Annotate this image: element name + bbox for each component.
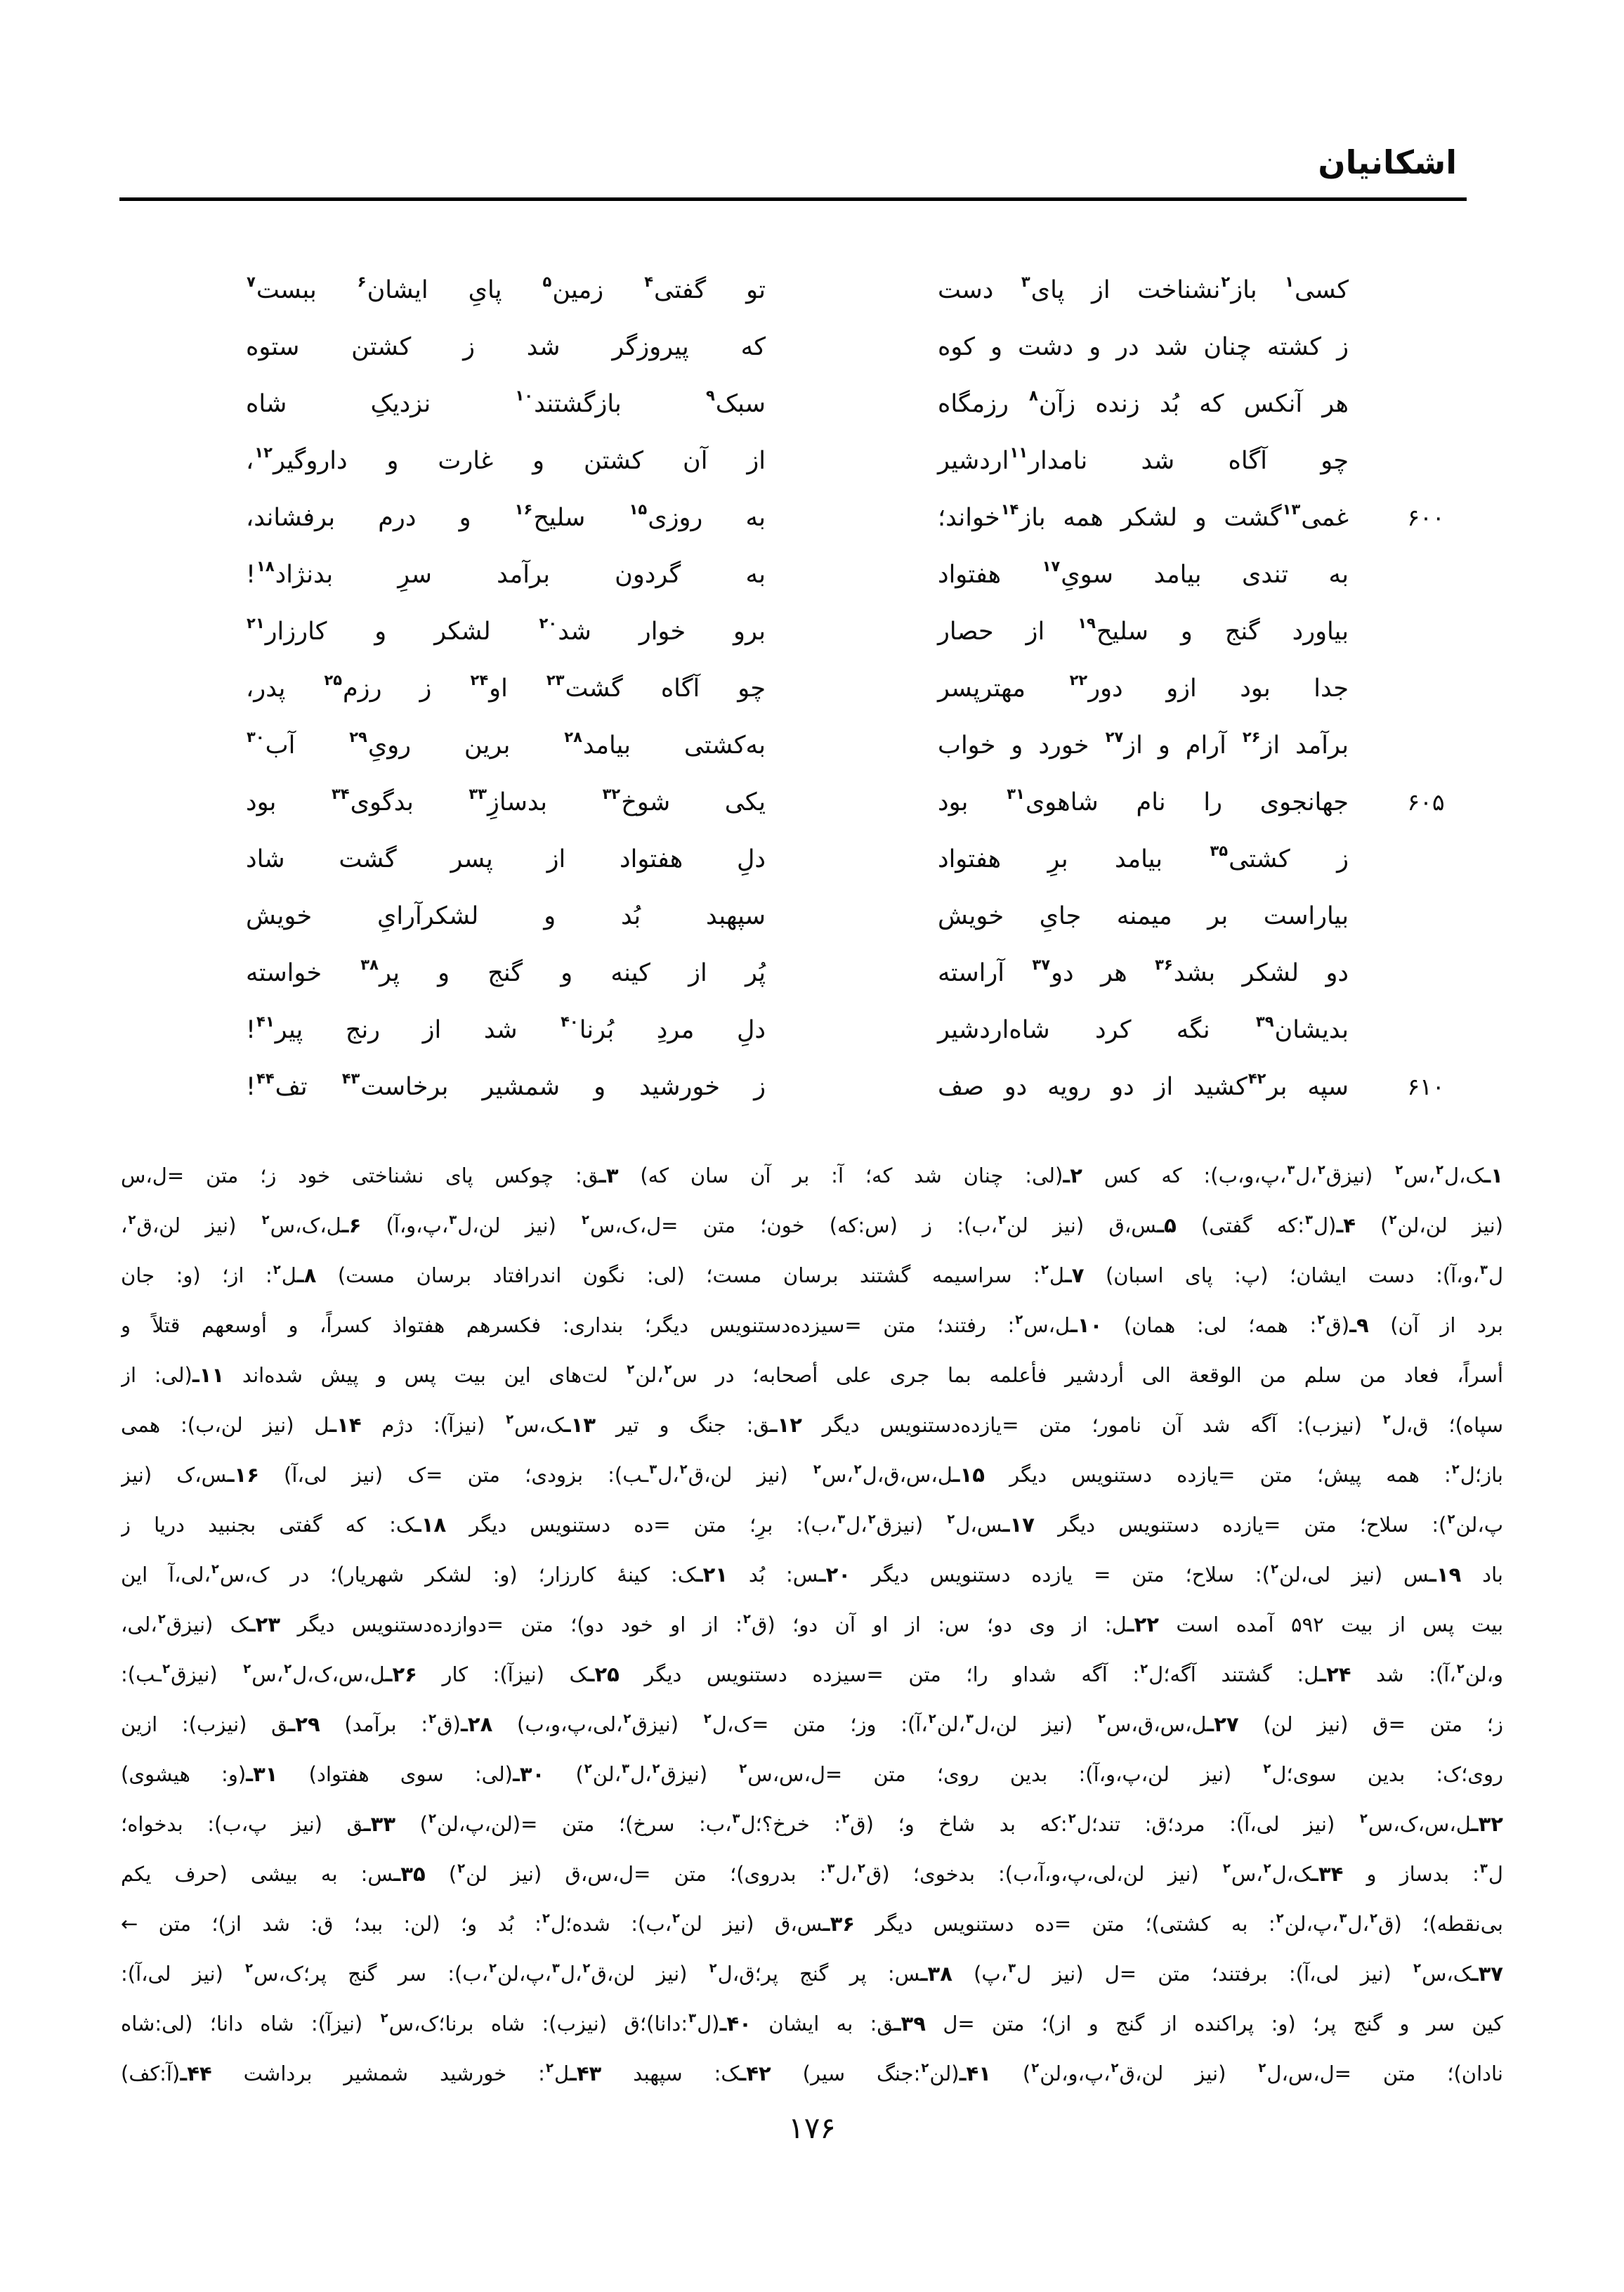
hemistich-right: جدا بود ازو دور$^{۲۲}$ مهترپسر: [938, 671, 1349, 703]
hemistich-right: بدیشان$^{۳۹}$ نگه کرد شاه‌اردشیر: [938, 1012, 1349, 1044]
hemistich-right: ز کشته چنان شد در و دشت و کوه: [938, 332, 1349, 361]
hemistich-right: سپه بر$^{۴۲}$کشید از دو رویه دو صف: [938, 1069, 1349, 1101]
hemistich-right: ز کشتی$^{۳۵}$ بیامد برِ هفتواد: [938, 842, 1349, 873]
apparatus-line: برد از آن) ۹ـ(ق$^۲$: همه؛ لی: همان) ۱۰ـل،س$^۲$: رفتند؛ متن =سیزده‌دستنویس دیگر؛ بنداری: فکسرهم هفتواذ کسراً، و أوسعهم قتلاً و: [121, 1313, 1503, 1337]
verse-number: ۶۰۵: [1407, 788, 1445, 816]
hemistich-left: برو خوار شد$^{۲۰}$ لشکر و کارزار$^{۲۱}$: [247, 614, 766, 646]
apparatus-line: نادان)؛ متن =ل،س،ل$^۲$ (نیز لن،ق$^۲$،پ،و،لن$^۲$) ۴۱ـ(لن$^۲$:جنگ سیر) ۴۲ـک: سپهبد ۴۳ـل$^۲$: خورشید شمشیر برداشت ۴۴ـ(آ:کف): [121, 2061, 1503, 2085]
critical-apparatus: [121, 1151, 1503, 2099]
hemistich-left: به گردون برآمد سرِ بدنژاد$^{۱۸}$!: [246, 557, 766, 589]
poem-verses: [246, 261, 1503, 1115]
apparatus-line: ۳۷ـک،س$^۲$ (نیز لی،آ): برفتند؛ متن =ل (نیز ل$^۳$،پ) ۳۸ـس: پر گنج پر؛ق،ل$^۲$ (نیز لن،ق$^۲$،ل$^۳$،پ،لن$^۲$،ب): سر گنج پر؛ک،س$^۲$ (نیز لی،آ):: [121, 1961, 1503, 1986]
verse-row: [246, 432, 1503, 489]
apparatus-line: (نیز لن،لن$^۲$) ۴ـ(ل$^۳$:که گفتی) ۵ـس،ق (نیز لن$^۲$،ب): ز (س:که) خون؛ متن =ل،ک،س$^۲$ (نیز لن،ل$^۳$،پ،و،آ) ۶ـل،ک،س$^۲$ (نیز لن،ق$^۲$،: [121, 1213, 1503, 1237]
hemistich-left: دلِ هفتواد از پسر گشت شاد: [246, 845, 766, 873]
verse-row: [246, 546, 1503, 603]
hemistich-right: هر آنکس که بُد زنده زآن$^۸$ رزمگاه: [938, 386, 1349, 418]
apparatus-line: سپاه)؛ ق،ل$^۲$ (نیزب): آگه شد آن نامور؛ متن =یازده‌دستنویس دیگر ۱۲ـق: جنگ و تیر ۱۳ـک،س$^۲$ (نیزآ): دژم ۱۴ـل (نیز لن،ب): همی: [121, 1412, 1503, 1437]
hemistich-left: به روزی$^{۱۵}$ سلیح$^{۱۶}$ و درم برفشاند،: [246, 500, 766, 532]
apparatus-line: بی‌نقطه)؛ (ق$^۲$،ل$^۳$،پ،لن$^۲$: به کشتی)؛ متن =ده دستنویس دیگر ۳۶ـس،ق (نیز لن$^۲$،ب): شده؛ل$^۲$: بُد و؛ (لن: ببد؛ ق: شد از)؛ متن ←: [121, 1911, 1503, 1936]
verse-row: [246, 887, 1503, 944]
hemistich-right: برآمد از$^{۲۶}$ آرام و از$^{۲۷}$ خورد و خواب: [938, 728, 1349, 760]
verse-row: [246, 717, 1503, 774]
hemistich-left: سبک$^۹$ بازگشتند$^{۱۰}$ نزدیکِ شاه: [246, 386, 766, 418]
hemistich-left: چو آگاه گشت$^{۲۳}$ او$^{۲۴}$ ز رزم$^{۲۵}$ پدر،: [246, 671, 766, 703]
hemistich-left: که پیروزگر شد ز کشتن ستوه: [246, 332, 766, 361]
hemistich-left: دلِ مردِ بُرنا$^{۴۰}$ شد از رنج پیر$^{۴۱}$!: [246, 1012, 766, 1044]
header-divider-rule: [119, 197, 1467, 201]
apparatus-line: باد ۱۹ـس (نیز لی،لن$^۲$): سلاح؛ متن = یازده دستنویس دیگر ۲۰ـس: بُد ۲۱ـک: کینهٔ کارزار؛ (و: لشکر شهریار)؛ در ک،س$^۲$،لی،آ این: [121, 1562, 1503, 1587]
hemistich-left: سپهبد بُد و لشکرآرایِ خویش: [246, 901, 766, 930]
hemistich-right: بیاورد گنج و سلیح$^{۱۹}$ از حصار: [938, 614, 1349, 646]
apparatus-line: روی؛ک: بدین سوی؛ل$^۲$ (نیز لن،پ،و،آ): بدین روی؛ متن =ل،س،س$^۲$ (نیزق$^۲$،ل$^۳$،لن$^۲$) ۳۰ـ(لی: سوی هفتواد) ۳۱ـ(و: هیشوی): [121, 1762, 1503, 1786]
verse-row: [246, 944, 1503, 1001]
hemistich-right: به تندی بیامد سویِ$^{۱۷}$ هفتواد: [938, 557, 1349, 589]
verse-row: [246, 375, 1503, 432]
hemistich-right: دو لشکر بشد$^{۳۶}$ هر دو$^{۳۷}$ آراسته: [938, 956, 1349, 987]
apparatus-line: و،لن$^۲$،آ): شد ۲۴ـل: گشتند آگه؛ل$^۲$: آگه شداو را؛ متن =سیزده دستنویس دیگر ۲۵ـک (نیزآ): کار ۲۶ـل،س،ک،ل$^۲$،س$^۲$ (نیزق$^۲$ـب):: [121, 1662, 1503, 1686]
apparatus-line: ز؛ متن =ق (نیز لن) ۲۷ـل،س،ق،س$^۲$ (نیز لن،ل$^۳$،لن$^۲$،آ): وز؛ متن =ک،ل$^۲$ (نیزق$^۲$،لی،پ،و،ب) ۲۸ـ(ق$^۲$: برآمد) ۲۹ـق (نیزب): ازین: [121, 1712, 1503, 1736]
apparatus-line: کین سر و گنج پر؛ (و: پراکنده از گنج و از)؛ متن =ل ۳۹ـق: به ایشان ۴۰ـ(ل$^۳$:دانا)؛ق (نیزب): شاه برنا؛ک،س$^۲$ (نیزآ): شاه دانا؛ (لی:شاه: [121, 2011, 1503, 2036]
hemistich-right: غمی$^{۱۳}$گشت و لشکر همه باز$^{۱۴}$خواند؛: [938, 500, 1349, 532]
verse-number: ۶۰۰: [1407, 504, 1445, 531]
hemistich-right: چو آگاه شد نامدار$^{۱۱}$اردشیر: [938, 443, 1349, 475]
apparatus-line: باز؛ل$^۲$: همه پیش؛ متن =یازده دستنویس دیگر ۱۵ـل،س،ق،ل$^۲$،س$^۲$ (نیز لن،ق$^۲$،ل$^۳$ـب): بزودی؛ متن =ک (نیز لی،آ) ۱۶ـس،ک (نیز: [121, 1462, 1503, 1487]
verse-number: ۶۱۰: [1407, 1073, 1445, 1100]
hemistich-left: ز خورشید و شمشیر برخاست$^{۴۳}$ تف$^{۴۴}$!: [246, 1069, 766, 1101]
verse-row: [246, 831, 1503, 887]
verse-row: [246, 774, 1503, 831]
apparatus-line: ل$^۳$،و،آ): دست ایشان؛ (پ: پای اسبان) ۷ـل$^۲$: سراسیمه گشتند برسان مست؛ (لی: نگون اندرافتاد برسان مست) ۸ـل$^۲$: از؛ (و: جان: [121, 1263, 1503, 1287]
hemistich-right: بیاراست بر میمنه جایِ خویش: [938, 901, 1349, 930]
hemistich-left: از آن کشتن و غارت و داروگیر$^{۱۲}$،: [246, 443, 766, 475]
apparatus-line: أسراً، فعاد من سلم من الوقعة الی أردشیر فأعلمه بما جری علی أصحابه؛ در س$^۲$،لن$^۲$ لت‌های این بیت پس و پیش شده‌اند ۱۱ـ(لی: از: [121, 1362, 1503, 1387]
hemistich-right: کسی$^۱$ باز$^۲$نشناخت از پای$^۳$ دست: [938, 273, 1349, 304]
hemistich-left: تو گفتی$^۴$ زمین$^۵$ پایِ ایشان$^۶$ ببست$^۷$: [247, 273, 766, 304]
hemistich-left: پُر از کینه و گنج و پر$^{۳۸}$ خواسته: [246, 956, 766, 987]
verse-row: [246, 261, 1503, 318]
apparatus-line: بیت پس از بیت ۵۹۲ آمده است ۲۲ـل: از وی دو؛ س: از او آن دو؛ (ق$^۲$: از او خود دو)؛ متن =دوازده‌دستنویس دیگر ۲۳ـک (نیزق$^۲$،لی،: [121, 1612, 1503, 1636]
apparatus-line: ۱ـک،ل$^۲$،س$^۲$ (نیزق$^۲$،ل$^۳$،پ،و،ب): که کس ۲ـ(لی: چنان شد که؛ آ: بر آن سان که) ۳ـق: چوکس پای نشناختی خود ز؛ متن =ل،س: [121, 1163, 1503, 1187]
verse-row: [246, 1058, 1503, 1115]
verse-row: [246, 660, 1503, 717]
verse-row: [246, 603, 1503, 660]
hemistich-right: جهانجوی را نام شاهوی$^{۳۱}$ بود: [938, 785, 1349, 816]
apparatus-line: پ،لن$^۲$): سلاح؛ متن =یازده دستنویس دیگر ۱۷ـس،ل$^۲$ (نیزق$^۲$،ل$^۳$،ب): برِ؛ متن =ده دستنویس دیگر ۱۸ـک: که گفتی بجنبید دریا ز: [121, 1512, 1503, 1537]
page-title: اشکانیان: [1318, 143, 1457, 181]
apparatus-line: ۳۲ـل،س،ک،س$^۲$ (نیز لی،آ): مرد؛ق: تند؛ل$^۲$:که بد شاخ و؛ (ق$^۲$: خرخ؟؛ل$^۳$،ب: سرخ)؛ متن =(لن،پ،لن$^۲$) ۳۳ـق (نیز پ،ب): بدخواه؛: [121, 1811, 1503, 1836]
apparatus-line: ل$^۳$: بدساز و ۳۴ـک،ل$^۲$،س$^۲$ (نیز لن،لی،پ،و،آ،ب): بدخوی؛ (ق$^۲$،ل$^۳$: بدروی)؛ متن =ل،س،ق (نیز لن$^۲$) ۳۵ـس: به بیشی (حرف یکم: [121, 1861, 1503, 1886]
verse-row: [246, 318, 1503, 375]
page-number: ۱۷۶: [788, 2111, 836, 2145]
hemistich-left: یکی شوخ$^{۳۲}$ بدسازِ$^{۳۳}$ بدگوی$^{۳۴}$ بود: [246, 785, 766, 816]
hemistich-left: به‌کشتی بیامد$^{۲۸}$ برین رویِ$^{۲۹}$ آب$^{۳۰}$: [247, 728, 766, 760]
verse-row: [246, 489, 1503, 546]
verse-row: [246, 1001, 1503, 1058]
